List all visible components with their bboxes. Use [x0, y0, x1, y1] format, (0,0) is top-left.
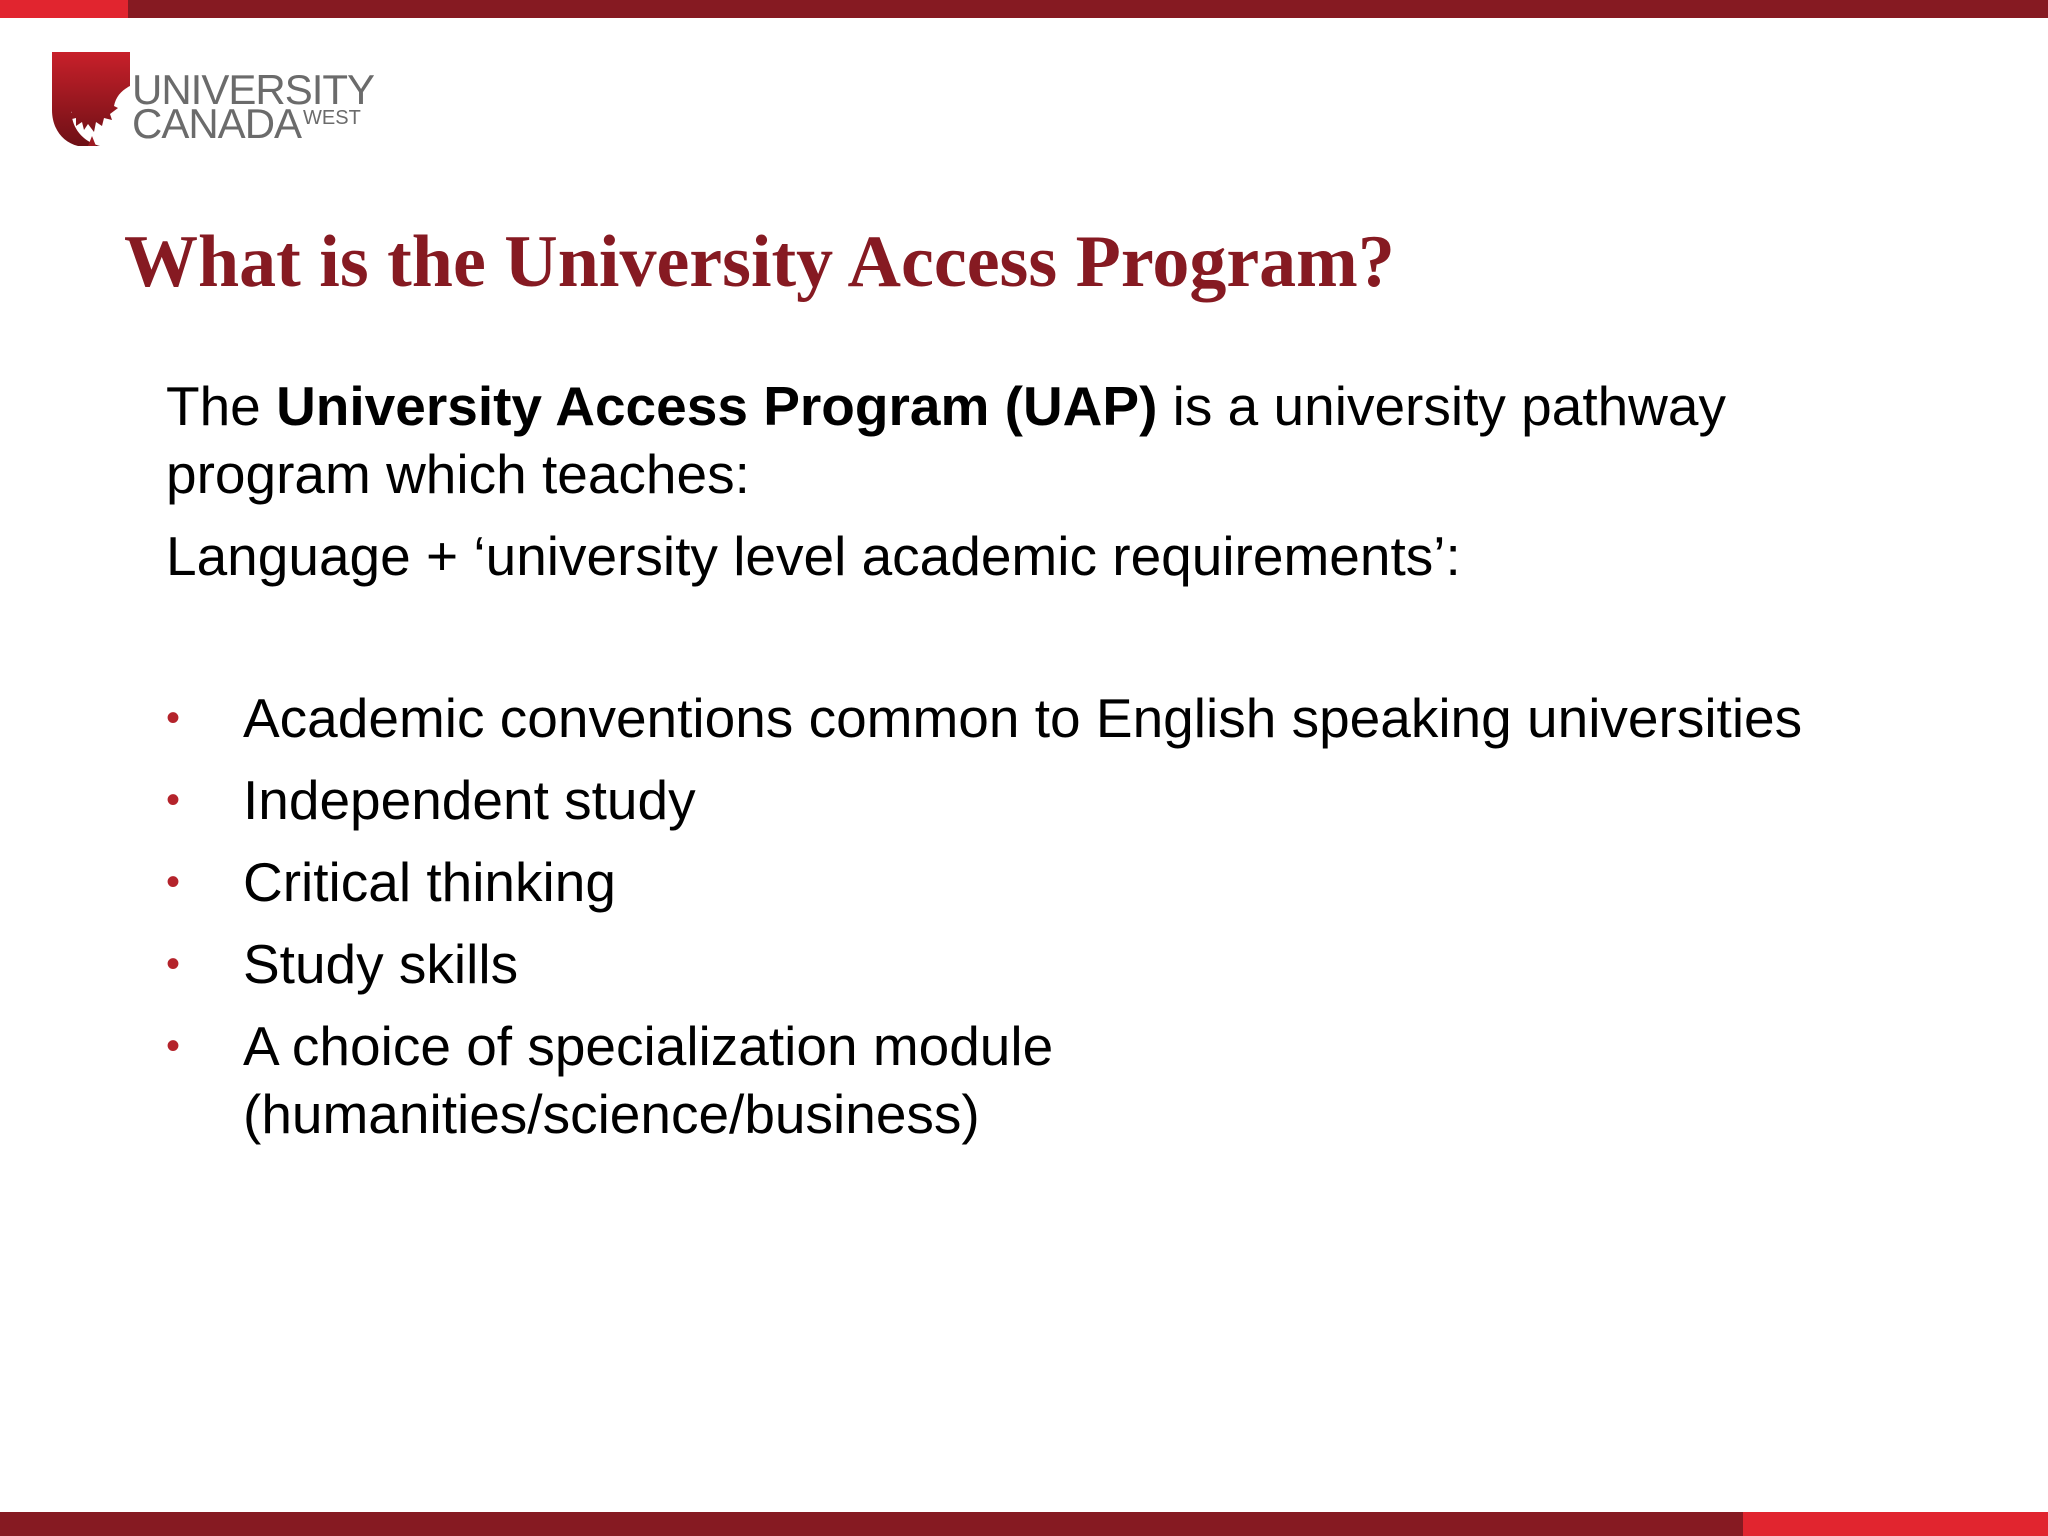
list-item [166, 848, 1802, 916]
bottom-brand-bar [0, 1512, 2048, 1536]
logo-line1: UNIVERSITY [132, 66, 375, 113]
top-brand-bar [0, 0, 2048, 18]
list-item [166, 684, 1802, 752]
intro-bold-program-name: University Access Program (UAP) [276, 375, 1158, 437]
list-item-text: Critical thinking [243, 851, 616, 913]
bullet-icon: • [166, 860, 181, 904]
intro-prefix: The [166, 375, 277, 437]
university-logo [48, 50, 393, 150]
logo-superscript: WEST [303, 107, 361, 129]
list-item-text: Academic conventions common to English speaking universities [243, 687, 1803, 749]
list-item [166, 930, 1802, 998]
maple-leaf-logo-icon [48, 50, 134, 146]
list-item [166, 1012, 1143, 1148]
bullet-icon: • [166, 942, 181, 986]
logo-line2 [132, 100, 374, 147]
list-item-text: A choice of specialization module (humanities/science/business) [243, 1015, 1054, 1145]
bullet-icon: • [166, 1024, 181, 1068]
bullet-icon: • [166, 696, 181, 740]
list-item-text: Independent study [243, 769, 696, 831]
bullet-list [166, 684, 1802, 1162]
list-item [166, 766, 1802, 834]
bullet-icon: • [166, 778, 181, 822]
logo-line2-text: CANADA [132, 100, 302, 147]
intro-paragraph [166, 372, 1906, 508]
logo-wordmark [132, 66, 375, 147]
intro-line2: Language + ‘university level academic requirements’: [166, 525, 1461, 587]
intro-suffix: is a university pathway program which teaches: [166, 375, 1726, 505]
list-item-text: Study skills [243, 933, 519, 995]
top-bar-accent [0, 0, 128, 18]
bottom-bar-accent [1743, 1512, 2048, 1536]
slide-title: What is the University Access Program? [124, 221, 1395, 303]
